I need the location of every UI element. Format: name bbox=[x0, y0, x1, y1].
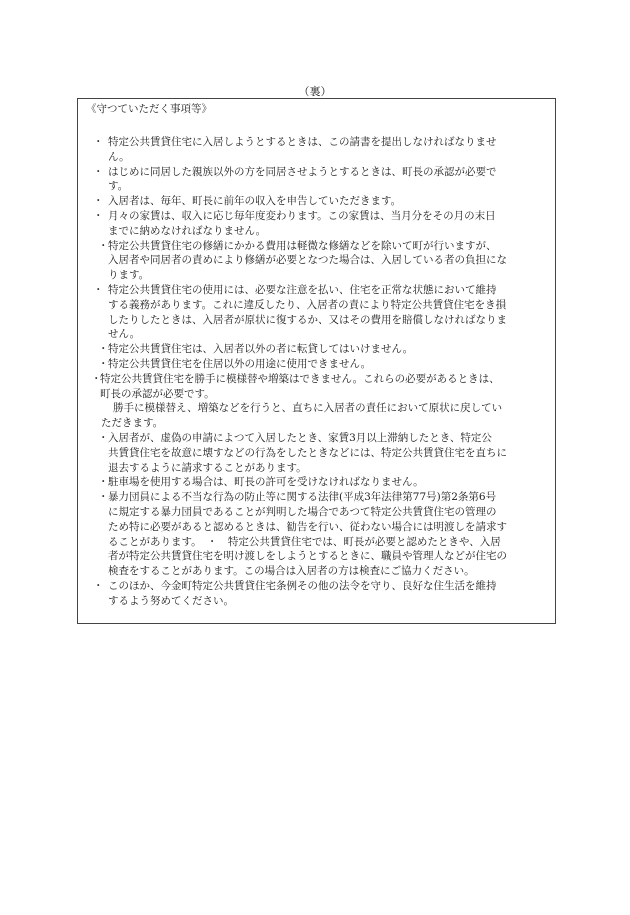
notice-item-line: したりしたときは、入居者が原状に復するか、又はその費用を賠償しなければなりま bbox=[108, 313, 507, 326]
notice-item-line: 入居者や同居者の責めにより修繕が必要となつた場合は、入居している者の負担にな bbox=[108, 254, 507, 267]
notice-item-line: ります。 bbox=[108, 269, 150, 282]
bullet-icon: ・ bbox=[91, 372, 102, 385]
notice-sub-paragraph bbox=[78, 401, 557, 431]
notice-item bbox=[78, 357, 557, 372]
notice-item-line: する義務があります。これに違反したり、入居者の責により特定公共賃貸住宅をき損 bbox=[108, 298, 507, 311]
notice-item bbox=[78, 165, 557, 195]
notice-item bbox=[78, 342, 557, 357]
notice-box bbox=[77, 98, 556, 624]
notice-item-line: 暴力団員による不当な行為の防止等に関する法律(平成3年法律第77号)第2条第6号 bbox=[108, 491, 497, 504]
bullet-icon: ・ bbox=[98, 476, 109, 489]
notice-item-line: 特定公共賃貸住宅に入居しようとするときは、この請書を提出しなければなりませ bbox=[108, 136, 497, 148]
notice-list bbox=[78, 135, 557, 609]
notice-item-line: 勝手に模様替え、増築などを行うと、直ちに入居者の責任において原状に戻してい bbox=[113, 402, 503, 415]
notice-item-line: 駐車場を使用する場合は、町長の許可を受けなければなりません。 bbox=[108, 476, 424, 489]
notice-item bbox=[78, 239, 557, 283]
notice-item-line: 月々の家賃は、収入に応じ毎年度変わります。この家賃は、当月分をその月の末日 bbox=[108, 209, 496, 222]
notice-item-line: はじめに同居した親族以外の方を同居させようとするときは、町長の承認が必要で bbox=[108, 165, 497, 178]
notice-item bbox=[78, 135, 557, 165]
notice-item-line: 特定公共賃貸住宅は、入居者以外の者に転貸してはいけません。 bbox=[108, 343, 414, 356]
notice-item-line: このほか、今金町特定公共賃貸住宅条例その他の法令を守り、良好な住生活を維持 bbox=[108, 579, 497, 592]
notice-item-line: ることがあります。 ・ 特定公共賃貸住宅では、町長が必要と認めたときや、入居 bbox=[108, 535, 501, 548]
bullet-icon: ・ bbox=[93, 283, 104, 296]
bullet-icon: ・ bbox=[98, 343, 109, 356]
notice-item-line: ため特に必要があると認めるときは、勧告を行い、従わない場合には明渡しを請求す bbox=[108, 520, 507, 533]
notice-item-line: ん。 bbox=[108, 150, 130, 163]
notice-item-line: 者が特定公共賃貸住宅を明け渡しをしようとするときに、職員や管理人などが住宅の bbox=[108, 550, 507, 563]
notice-item-line: 入居者が、虚偽の申請によつて入居したとき、家賃3月以上滞納したとき、特定公 bbox=[108, 431, 492, 444]
notice-item-line: ただきます。 bbox=[101, 417, 164, 430]
bullet-icon: ・ bbox=[93, 195, 104, 208]
notice-item bbox=[78, 372, 557, 402]
bullet-icon: ・ bbox=[98, 357, 109, 370]
page-side-label: （裏） bbox=[298, 85, 332, 98]
notice-item bbox=[78, 490, 557, 579]
bullet-icon: ・ bbox=[98, 431, 109, 444]
notice-item-line: せん。 bbox=[108, 328, 141, 341]
bullet-icon: ・ bbox=[93, 579, 104, 592]
notice-item-line: 特定公共賃貸住宅の使用には、必要な注意を払い、住宅を正常な状態において維持 bbox=[108, 283, 497, 296]
notice-item-line: 特定公共賃貸住宅の修繕にかかる費用は軽微な修繕などを除いて町が行いますが、 bbox=[108, 239, 497, 252]
notice-item-line: するよう努めてください。 bbox=[108, 594, 234, 607]
notice-item-line: 特定公共賃貸住宅を勝手に模様替や増築はできません。これらの必要があるときは、 bbox=[100, 372, 500, 385]
notice-item-line: 特定公共賃貸住宅を住居以外の用途に使用できません。 bbox=[108, 357, 372, 370]
notice-item bbox=[78, 209, 557, 239]
notice-item-line: までに納めなければなりません。 bbox=[108, 224, 267, 237]
notice-title: 《守つていただく事項等》 bbox=[86, 103, 212, 115]
notice-item bbox=[78, 475, 557, 490]
notice-item bbox=[78, 194, 557, 209]
notice-item-line: 検査をすることがあります。この場合は入居者の方は検査にご協力ください。 bbox=[108, 565, 475, 578]
notice-item-line: に規定する暴力団員であることが判明した場合であつて特定公共賃貸住宅の管理の bbox=[108, 505, 497, 518]
notice-item-line: す。 bbox=[108, 180, 129, 193]
bullet-icon: ・ bbox=[93, 165, 104, 178]
bullet-icon: ・ bbox=[98, 491, 109, 504]
bullet-icon: ・ bbox=[93, 136, 104, 148]
notice-item-line: 退去するように請求することがあります。 bbox=[108, 461, 307, 474]
bullet-icon: ・ bbox=[93, 209, 104, 222]
bullet-icon: ・ bbox=[98, 239, 109, 252]
notice-item bbox=[78, 283, 557, 342]
notice-item-line: 町長の承認が必要です。 bbox=[100, 387, 215, 400]
notice-item-line: 共賃貸住宅を故意に壊すなどの行為をしたときなどには、特定公共賃貸住宅を直ちに bbox=[108, 446, 507, 459]
notice-item-line: 入居者は、毎年、町長に前年の収入を申告していただきます。 bbox=[108, 195, 402, 208]
notice-item bbox=[78, 431, 557, 475]
notice-item bbox=[78, 579, 557, 609]
